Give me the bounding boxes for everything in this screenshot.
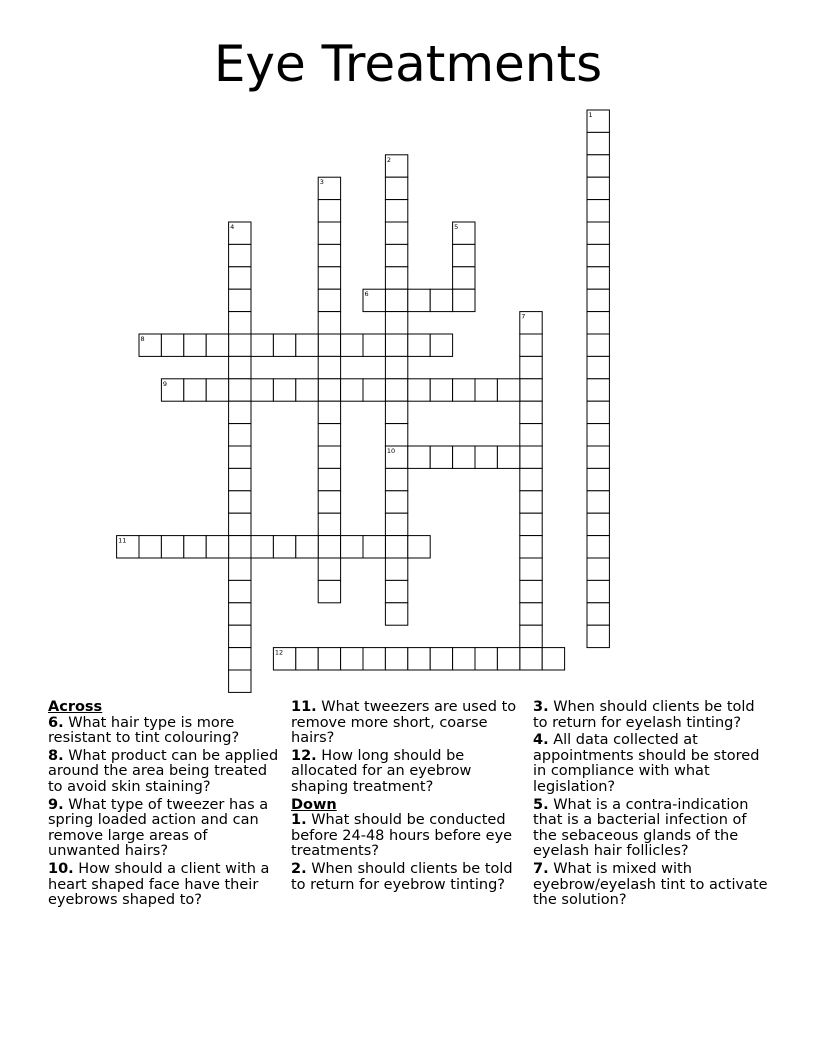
grid-cell[interactable]: [318, 446, 340, 468]
grid-cell[interactable]: [385, 424, 407, 446]
grid-cell[interactable]: [229, 267, 251, 289]
grid-cell[interactable]: [318, 356, 340, 378]
grid-cell[interactable]: [385, 536, 407, 558]
grid-cell-number: 11: [118, 536, 127, 545]
grid-cell[interactable]: [318, 536, 340, 558]
clue-down-4: 4. All data collected at appointments should be stored in compliance with what legislation?: [533, 732, 760, 795]
grid-cell-number: 6: [364, 290, 369, 299]
grid-cell[interactable]: [229, 580, 251, 602]
grid-cell-number: 9: [162, 379, 168, 388]
grid-cell[interactable]: [520, 491, 542, 513]
grid-cell[interactable]: [341, 379, 363, 401]
grid-cell[interactable]: [206, 334, 228, 356]
clue-down-7: 7. What is mixed with eyebrow/eyelash tint to activate the solution?: [533, 860, 768, 909]
grid-cell[interactable]: [229, 446, 251, 468]
grid-cell[interactable]: [385, 334, 407, 356]
grid-cell[interactable]: [587, 625, 609, 647]
grid-cell[interactable]: [385, 491, 407, 513]
grid-cell[interactable]: [587, 177, 609, 199]
grid-cell[interactable]: [587, 356, 609, 378]
grid-cell[interactable]: [385, 580, 407, 602]
page-title: Eye Treatments: [213, 35, 603, 93]
grid-cell[interactable]: [296, 334, 318, 356]
grid-cell[interactable]: [408, 536, 430, 558]
grid-cell[interactable]: [385, 513, 407, 535]
grid-cell[interactable]: [520, 536, 542, 558]
grid-cell[interactable]: [318, 468, 340, 490]
grid-cell[interactable]: [385, 468, 407, 490]
grid-cell[interactable]: [385, 289, 407, 311]
grid-cell[interactable]: [520, 424, 542, 446]
grid-cell[interactable]: [318, 222, 340, 244]
grid-cell[interactable]: [385, 401, 407, 423]
grid-cell[interactable]: [520, 379, 542, 401]
grid-cell[interactable]: [318, 424, 340, 446]
grid-cell[interactable]: [318, 200, 340, 222]
grid-cell[interactable]: [206, 536, 228, 558]
grid-cell[interactable]: [296, 536, 318, 558]
grid-cell[interactable]: [520, 648, 542, 670]
grid-cell[interactable]: [520, 603, 542, 625]
grid-cell[interactable]: [229, 558, 251, 580]
grid-cell[interactable]: [587, 424, 609, 446]
grid-cell[interactable]: [229, 424, 251, 446]
grid-cell[interactable]: [453, 379, 475, 401]
grid-cell[interactable]: [229, 379, 251, 401]
grid-cell[interactable]: [318, 334, 340, 356]
grid-cell[interactable]: [587, 468, 609, 490]
grid-cell[interactable]: [318, 513, 340, 535]
clue-across-6: 6. What hair type is more resistant to tint colouring?: [48, 714, 240, 747]
grid-cell[interactable]: [251, 379, 273, 401]
grid-cell[interactable]: [587, 536, 609, 558]
grid-cell[interactable]: [363, 379, 385, 401]
grid-cell[interactable]: [385, 356, 407, 378]
grid-cell[interactable]: [430, 289, 452, 311]
grid-cell[interactable]: [318, 648, 340, 670]
grid-cell[interactable]: [587, 244, 609, 266]
clue-across-10: 10. How should a client with a heart shaped face have their eyebrows shaped to?: [48, 860, 270, 909]
grid-cell[interactable]: [229, 513, 251, 535]
grid-cell-number: 10: [386, 447, 396, 455]
grid-cell[interactable]: [520, 580, 542, 602]
grid-cell[interactable]: [273, 334, 295, 356]
grid-cell[interactable]: [453, 267, 475, 289]
clue-down-2: 2. When should clients be told to return for eyebrow tinting?: [291, 860, 513, 893]
grid-cell[interactable]: [161, 536, 183, 558]
grid-cell[interactable]: [408, 289, 430, 311]
grid-cell[interactable]: [363, 648, 385, 670]
grid-cell[interactable]: [408, 379, 430, 401]
grid-cell[interactable]: [229, 334, 251, 356]
clue-across-9: 9. What type of tweezer has a spring loaded action and can remove large areas of unwanted hairs?: [48, 796, 269, 860]
grid-cell[interactable]: [318, 580, 340, 602]
grid-cell[interactable]: [475, 446, 497, 468]
grid-cell[interactable]: [229, 648, 251, 670]
grid-cell-number: 8: [140, 335, 145, 343]
grid-cell[interactable]: [318, 289, 340, 311]
grid-cell[interactable]: [229, 244, 251, 266]
grid-cell[interactable]: [229, 312, 251, 334]
grid-cell[interactable]: [385, 558, 407, 580]
grid-cell[interactable]: [587, 603, 609, 625]
grid-cell-number: 5: [454, 223, 459, 231]
grid-cell[interactable]: [251, 536, 273, 558]
grid-cell[interactable]: [430, 379, 452, 401]
grid-cell[interactable]: [206, 379, 228, 401]
grid-cell[interactable]: [587, 267, 609, 289]
grid-cell[interactable]: [296, 648, 318, 670]
grid-cell[interactable]: [453, 289, 475, 311]
grid-cell[interactable]: [542, 648, 564, 670]
grid-cell-number: 12: [274, 648, 284, 657]
grid-cell[interactable]: [229, 356, 251, 378]
grid-cell-number: 1: [588, 111, 593, 119]
clue-across-12: 12. How long should be allocated for an eyebrow shaping treatment?: [291, 747, 472, 795]
grid-cell[interactable]: [497, 446, 519, 468]
grid-cell[interactable]: [318, 379, 340, 401]
grid-cell[interactable]: [587, 155, 609, 177]
grid-cell-number: 4: [230, 223, 235, 231]
grid-cell[interactable]: [341, 648, 363, 670]
grid-cell[interactable]: [318, 312, 340, 334]
grid-cell[interactable]: [296, 379, 318, 401]
grid-cell[interactable]: [341, 334, 363, 356]
grid-cell[interactable]: [184, 379, 206, 401]
grid-cell[interactable]: [520, 356, 542, 378]
clues-column-1: [48, 700, 280, 911]
grid-cell[interactable]: [318, 491, 340, 513]
grid-cell[interactable]: [229, 670, 251, 692]
grid-cell[interactable]: [587, 200, 609, 222]
grid-cell[interactable]: [430, 334, 452, 356]
grid-cell[interactable]: [318, 267, 340, 289]
grid-cell[interactable]: [251, 334, 273, 356]
grid-cell[interactable]: [385, 267, 407, 289]
grid-cell[interactable]: [229, 536, 251, 558]
grid-cell[interactable]: [475, 648, 497, 670]
grid-cell[interactable]: [229, 401, 251, 423]
grid-cell-number: 7: [521, 312, 526, 321]
grid-cell[interactable]: [408, 446, 430, 468]
grid-cell[interactable]: [184, 536, 206, 558]
grid-cell[interactable]: [587, 401, 609, 423]
grid-cell[interactable]: [184, 334, 206, 356]
grid-cell[interactable]: [520, 468, 542, 490]
grid-cell[interactable]: [587, 446, 609, 468]
grid-cell-number: 2: [386, 155, 392, 164]
grid-cell[interactable]: [520, 334, 542, 356]
clue-across-8: 8. What product can be applied around the area being treated to avoid skin staining?: [48, 747, 279, 795]
grid-cell[interactable]: [520, 513, 542, 535]
grid-cell[interactable]: [229, 289, 251, 311]
grid-cell[interactable]: [385, 312, 407, 334]
grid-cell[interactable]: [587, 513, 609, 535]
grid-cell[interactable]: [520, 558, 542, 580]
grid-cell[interactable]: [587, 289, 609, 311]
grid-cell[interactable]: [520, 625, 542, 647]
down-heading: Down: [291, 796, 337, 813]
grid-cell[interactable]: [385, 200, 407, 222]
clue-across-11: 11. What tweezers are used to remove more short, coarse hairs?: [291, 699, 517, 747]
grid-cell[interactable]: [229, 468, 251, 490]
grid-cell[interactable]: [229, 603, 251, 625]
grid-cell[interactable]: [453, 446, 475, 468]
clue-down-3: 3. When should clients be told to return for eyelash tinting?: [533, 699, 755, 731]
grid-cell[interactable]: [587, 491, 609, 513]
grid-cell[interactable]: [385, 177, 407, 199]
clues-column-3: [533, 700, 773, 911]
grid-cell[interactable]: [385, 379, 407, 401]
clue-down-1: 1. What should be conducted before 24-48 hours before eye treatments?: [291, 812, 513, 860]
grid-cell[interactable]: [139, 536, 161, 558]
grid-cell[interactable]: [318, 401, 340, 423]
grid-cell[interactable]: [587, 312, 609, 334]
grid-cell[interactable]: [453, 648, 475, 670]
grid-cell[interactable]: [318, 558, 340, 580]
grid-cell[interactable]: [520, 401, 542, 423]
grid-cell[interactable]: [385, 648, 407, 670]
across-heading: Across: [48, 699, 103, 715]
clue-down-5: 5. What is a contra-indication that is a bacterial infection of the sebaceous glands of the eyelash hair follicles?: [533, 796, 749, 860]
grid-cell[interactable]: [408, 334, 430, 356]
grid-cell[interactable]: [341, 536, 363, 558]
grid-cell-number: 3: [319, 178, 324, 187]
grid-cell[interactable]: [587, 222, 609, 244]
grid-cell[interactable]: [363, 536, 385, 558]
grid-cell[interactable]: [587, 379, 609, 401]
grid-cell[interactable]: [273, 536, 295, 558]
grid-cell[interactable]: [520, 446, 542, 468]
grid-cell[interactable]: [385, 244, 407, 266]
grid-cell[interactable]: [229, 491, 251, 513]
grid-cell[interactable]: [430, 446, 452, 468]
grid-cell[interactable]: [453, 244, 475, 266]
grid-cell[interactable]: [318, 244, 340, 266]
grid-cell[interactable]: [587, 558, 609, 580]
grid-cell[interactable]: [273, 379, 295, 401]
grid-cell[interactable]: [385, 222, 407, 244]
grid-cell[interactable]: [587, 580, 609, 602]
grid-cell[interactable]: [587, 334, 609, 356]
grid-cell[interactable]: [430, 648, 452, 670]
grid-cell[interactable]: [229, 625, 251, 647]
grid-cell[interactable]: [408, 648, 430, 670]
clues-column-2: [291, 700, 523, 895]
grid-cell[interactable]: [587, 132, 609, 154]
grid-cell[interactable]: [497, 648, 519, 670]
grid-cell[interactable]: [363, 334, 385, 356]
grid-cell[interactable]: [475, 379, 497, 401]
grid-cell[interactable]: [497, 379, 519, 401]
grid-cell[interactable]: [161, 334, 183, 356]
grid-cell[interactable]: [385, 603, 407, 625]
